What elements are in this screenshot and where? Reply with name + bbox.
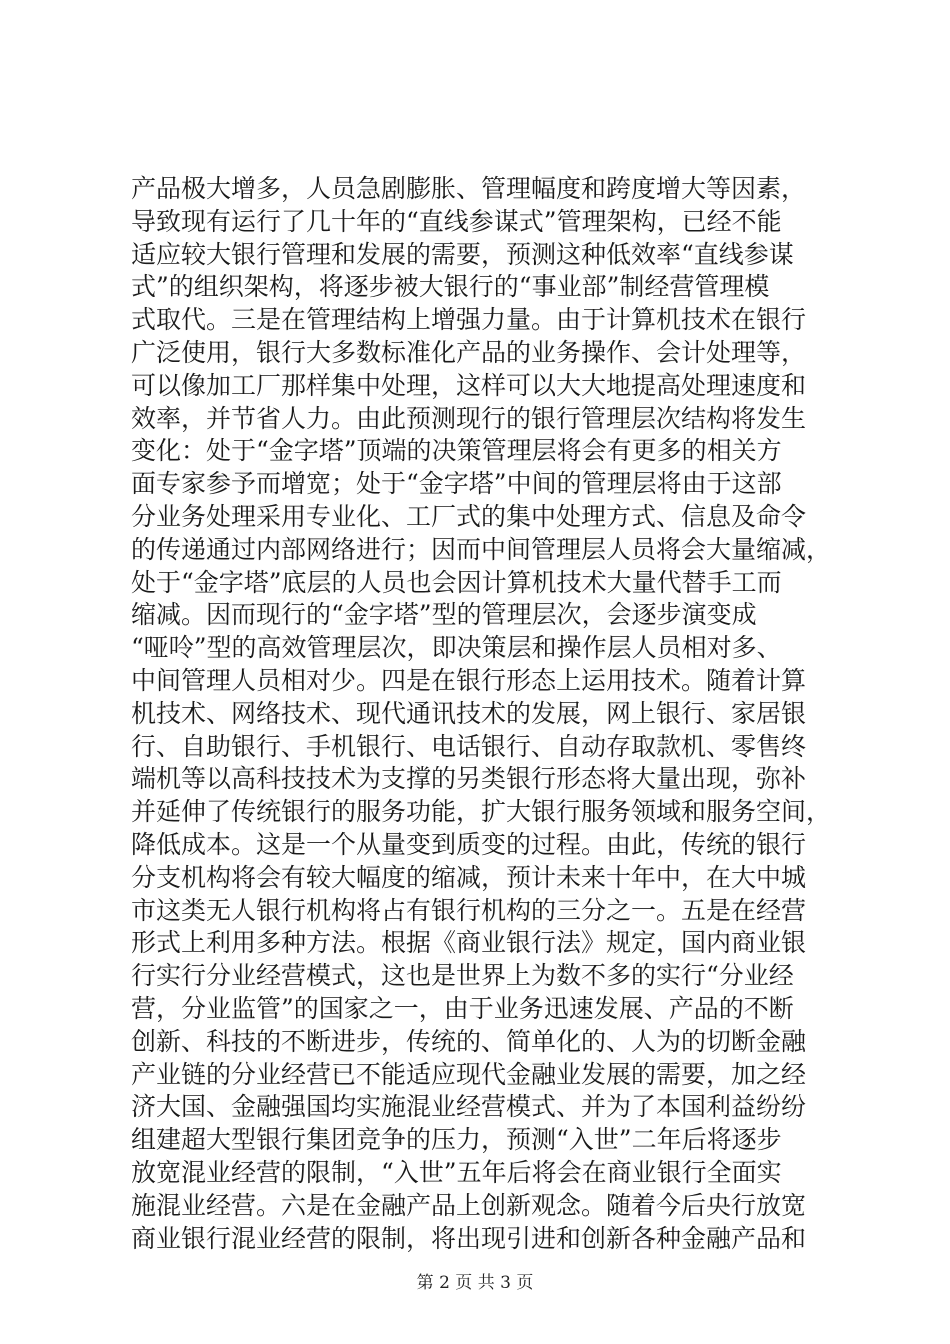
body-paragraph: 产品极大增多，人员急剧膨胀、管理幅度和跨度增大等因素， 导致现有运行了几十年的“直线参谋式”管理架构，已经不能 适应较大银行管理和发展的需要，预测这种低效率“直线参谋 式”的组织架构，将逐步被大银行的“事业部”制经营管理模 式取代。三是在管理结构上增强力量。由于计算机技术在银行 广泛使用，银行大多数标准化产品的业务操作、会计处理等， 可以像加工厂那样集中处理，这样可以大大地提高处理速度和 效率，并节省人力。由此预测现行的银行管理层次结构将发生 变化：处于“金字塔”顶端的决策管理层将会有更多的相关方 面专家参予而增宽；处于“金字塔”中间的管理层将由于这部 分业务处理采用专业化、工厂式的集中处理方式、信息及命令 的传递通过内部网络进行；因而中间管理层人员将会大量缩减， 处于“金字塔”底层的人员也会因计算机技术大量代替手工而 缩减。因而现行的“金字塔”型的管理层次，会逐步演变成 “哑呤”型的高效管理层次，即决策层和操作层人员相对多、 中间管理人员相对少。四是在银行形态上运用技术。随着计算 机技术、网络技术、现代通讯技术的发展，网上银行、家居银 行、自助银行、手机银行、电话银行、自动存取款机、零售终 端机等以高科技技术为支撑的另类银行形态将大量出现，弥补 并延伸了传统银行的服务功能，扩大银行服务领域和服务空间， 降低成本。这是一个从量变到质变的过程。由此，传统的银行 分支机构将会有较大幅度的缩减，预计未来十年中，在大中城 市这类无人银行机构将占有银行机构的三分之一。五是在经营 形式上利用多种方法。根据《商业银行法》规定，国内商业银 行实行分业经营模式，这也是世界上为数不多的实行“分业经 营，分业监管”的国家之一，由于业务迅速发展、产品的不断 创新、科技的不断进步，传统的、简单化的、人为的切断金融 产业链的分业经营已不能适应现代金融业发展的需要，加之经 济大国、金融强国均实施混业经营模式、并为了本国利益纷纷 组建超大型银行集团竞争的压力，预测“入世”二年后将逐步 放宽混业经营的限制，“入世”五年后将会在商业银行全面实 施混业经营。六是在金融产品上创新观念。随着今后央行放宽 商业银行混业经营的限制，将出现引进和创新各种金融产品和 [131,174,832,1253]
page-number-footer: 第 2 页 共 3 页 [416,1273,534,1293]
